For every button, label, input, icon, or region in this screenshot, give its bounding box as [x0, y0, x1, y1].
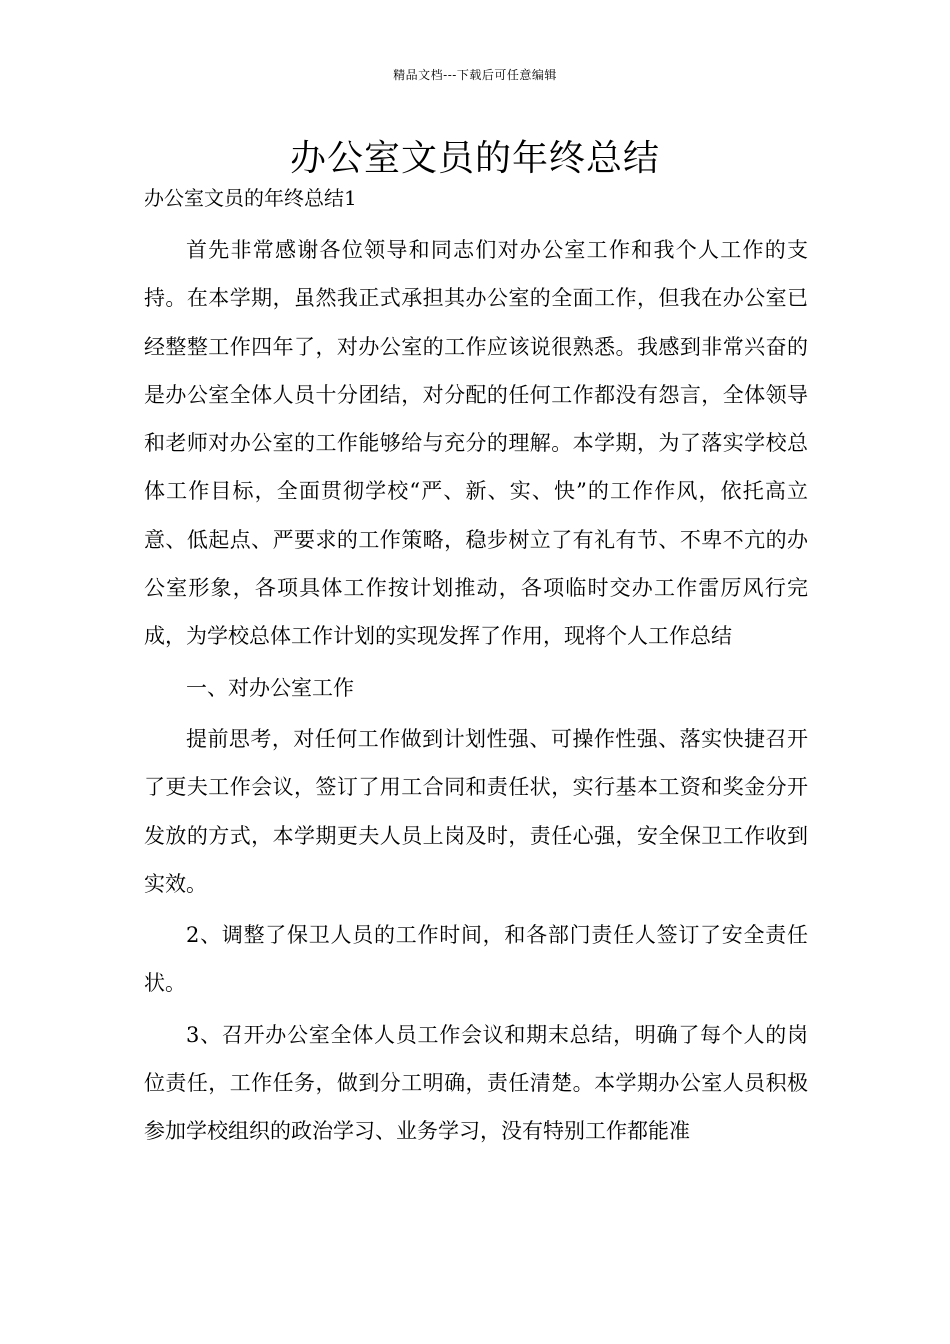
document-title: 办公室文员的年终总结 — [289, 138, 660, 179]
paragraph-intro: 首先非常感谢各位领导和同志们对办公室工作和我个人工作的支持。在本学期，虽然我正式承担其办公室的全面工作，但我在办公室已经整整工作四年了，对办公室的工作应该说很熟悉。我感到非常兴奋的是办公室全体人员十分团结，对分配的任何工作都没有怨言，全体领导和老师对办公室的工作能够给与充分的理解。本学期，为了落实学校总体工作目标，全面贯彻学校“严、新、实、快”的工作作风，依托高立意、低起点、严要求的工作策略，稳步树立了有礼有节、不卑不亢的办公室形象，各项具体工作按计划推动，各项临时交办工作雷厉风行完成，为学校总体工作计划的实现发挥了作用，现将个人工作总结 — [144, 238, 808, 649]
paragraph-item-3: 3、召开办公室全体人员工作会议和期末总结，明确了每个人的岗位责任，工作任务，做到分工明确，责任清楚。本学期办公室人员积极参加学校组织的政治学习、业务学习，没有特别工作都能准 — [144, 1022, 808, 1144]
section-heading: 一、对办公室工作 — [186, 675, 354, 700]
document-subtitle: 办公室文员的年终总结1 — [144, 186, 357, 210]
header-note: 精品文档---下载后可任意编辑 — [393, 68, 557, 82]
paragraph-item-1: 提前思考，对任何工作做到计划性强、可操作性强、落实快捷召开了更夫工作会议，签订了用工合同和责任状，实行基本工资和奖金分开发放的方式，本学期更夫人员上岗及时，责任心强，安全保卫工作收到实效。 — [144, 726, 808, 896]
paragraph-item-2: 2、调整了保卫人员的工作时间，和各部门责任人签订了安全责任状。 — [144, 923, 808, 996]
document-body — [144, 226, 808, 1156]
